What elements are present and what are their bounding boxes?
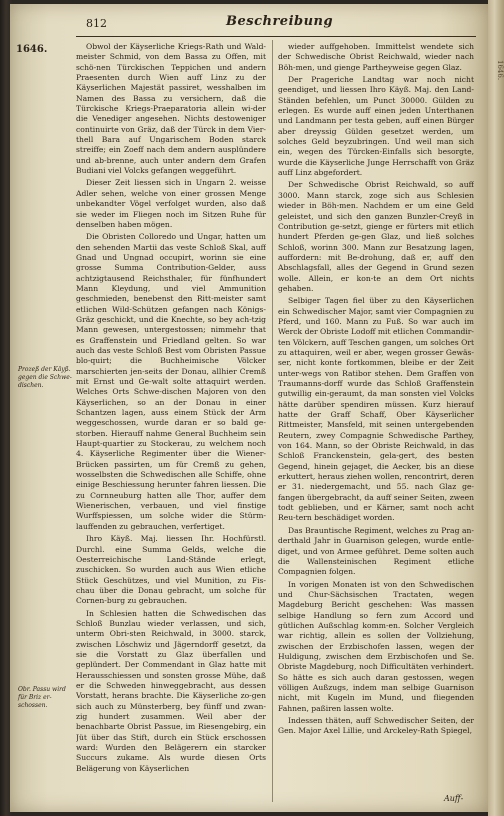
page-header bbox=[76, 14, 476, 37]
page-number: 812 bbox=[86, 17, 107, 30]
paragraph: Selbiger Tagen fiel über zu den Käyserlichen ein Schwedischer Major, samt vier Compagnien zu Pferd, und 160. Mann zu Fuß. So war auch im Werck der Obriste Lodoff mit etlichen Commandir-ten Völckern, auff Teschen gangen, um solches Ort zu attaquiren, weil er aber, wegen grosser Gewäs-ser, nicht konte fortkommen, bleibe er der Zeit unter-wegs von Ratibor stehen. Dem Graffen von Traumanns-dorff wurde das Schloß Graffenstein gutwillig ein-geraumt, da man sonsten viel Volcks hätte darüber spendiren müssen. Kurz hierauf hatte der Graff Schaff, Ober Käyserlicher Rittmeister, Mansfeld, mit seinen untergebenden Reutern, zwey Compagnie Schwedische Parthey, von 164. Mann, so der Obriste Reichwald, in das Schloß Franckenstein, gela-gert, des besten Gegend, hinein gejaget, die Aecker, bis an diese erkuttert, heraus ziehen wollen, rencontrirt, deren er 31. niedergemacht, und 55. nach Glaz ge-fangen übergebracht, da auff seiner Seiten, zween todt geblieben, und er Kärner, samt noch acht Reu-tern beschädiget worden. bbox=[278, 296, 474, 523]
paragraph: wieder auffgehoben. Immittelst wendete sich der Schwedische Obrist Reichwald, wieder nach Böh-men, und gienge Partheyweise gegen Glaz. bbox=[278, 42, 474, 72]
paragraph: Indessen thäten, auff Schwedischer Seiten, der Gen. Major Axel Lillie, und Arckeley-Rath Spiegel, bbox=[278, 716, 474, 736]
paragraph: Der Prageriche Landtag war noch nicht geendiget, und liessen Ihro Käyß. Maj. den Land-Ständen befehlen, um Punct 30000. Gülden zu erlegen. Es wurde auff einen jeden Unterthanen und Landmann per testa geben, auff einen Bürger aber dreyssig Gülden gesetzet werden, um solches Geld beyzubringen. Und weil man sich ein, wegen des Türcken-Einfalls sich besorgte, wurde die Käyserliche Junge Herrschafft von Gräz auff Linz abgefordert. bbox=[278, 75, 474, 178]
paragraph: In Schlesien hatten die Schwedischen das Schloß Bunzlau wieder verlassen, und sich, unterm Obri-sten Reichwald, in 3000. starck, zwischen Löschwiz und Jägerndorff gesetzt, da sie die Vorstatt zu Glaz überfallen und geplündert. Der Commendant in Glaz hatte mit Herausschiessen und sonsten grosse Mühe, daß er die Schweden hinweggebracht, aus dessen Vorstatt, herans brachte. Die Käyserliche zo-gen sich auch zu Münsterberg, bey fünff und zwan-zig hundert zusammen. Weil aber der benachbarte Obrist Passue, im Riesengebirg, ein Jüt über das Stift, durch ein Stück erschossen ward: Wurden den Belägerern ein starcker Succurs zukame. Als wurde diesen Orts Belägerung von Käyserlichen bbox=[76, 608, 266, 773]
paragraph: Dieser Zeit liessen sich in Ungarn 2. weisse Adler sehen, welche von einer grossen Menge unbekandter Vögel verfolget wurden, also daß sie weder im Fliegen noch im Sitzen Ruhe für denselben haben mögen. bbox=[76, 178, 266, 229]
catchword: Auff- bbox=[444, 794, 464, 803]
next-page-edge bbox=[488, 0, 504, 816]
margin-note: Prozeß der Käyß. gegen die Schwe-dischen. bbox=[18, 366, 72, 389]
left-text-column bbox=[76, 42, 266, 804]
column-divider bbox=[272, 40, 273, 802]
paragraph: Das Brauntische Regiment, welches zu Prag an-derthald Jahr in Guarnison gelegen, wurde entle-diget, und von Armee geführet. Deme solten auch die Wallensteinischen Regiment etliche Compagnien folgen. bbox=[278, 525, 474, 577]
next-page-year: 1646. bbox=[496, 60, 504, 81]
right-text-column bbox=[278, 42, 474, 804]
paragraph: Obwol der Käyserliche Kriegs-Rath und Wald-meister Schmid, von dem Bassa zu Offen, mit schö-nen Türckischen Teppichen und andern Praesenten durch Wien auff Linz zu der Käyserlichen Majestät passiret, wesshalben im Namen des Bassa zu versichern, daß die Türckische Kriegs-Praeparatoria allein wi-der die Venediger angesehen. Nichts destoweniger continuirte von Gräz, daß der Türck in dem Vier-thell Bara auf Ungarischem Boden starck streiffe; ein Zoeff nach dem andern ausplündere und ab-brenne, auch unter andern dem Grafen Budiani viel Volcks gefangen weggeführt. bbox=[76, 42, 266, 176]
running-title: Beschreibung bbox=[226, 14, 334, 29]
paragraph: In vorigen Monaten ist von den Schwedischen und Chur-Sächsischen Tractaten, wegen Magdeburg Bericht geschehen: Was massen selbige Handlung so fern zum Accord und gütlichen Außschlag komm-en. Solcher Vergleich war richtig, allein es sollen der Vollziehung, zwischen der Erzbischofen lassen, wegen der Huldigung, zwischen dem Erzbischofen und Se. Obriste Magdeburg, noch Difficultäten verhindert. So hätte es sich auch daran gestossen, wegen völligen Außzugs, indem man selbige Guarnison nicht, mit Kugeln im Mund, und fliegenden Fahnen, paßiren lassen wolte. bbox=[278, 579, 474, 713]
paragraph: Der Schwedische Obrist Reichwald, so auff 3000. Mann starck, zoge sich aus Schlesien wieder in Böh-men. Nachdem er um eine Geld geleistet, und sich den ganzen Bunzler-Creyß in Contribution ge-setzt, gienge er fürters mit etlich hundert Pferden ge-gen Glaz, und ließ solches Schloß, worinn 300. Mann zur Besatzung lagen, auffordern: mit Be-drohung, daß er, auff den Abschlagsfall, alles der Gegend in Grund sezen wolle. Allein, er kon-te an dem Ort nichts gehaben. bbox=[278, 180, 474, 293]
paragraph: Ihro Käyß. Maj. liessen Ihr. Hochfürstl. Durchl. eine Summa Gelds, welche die Oesterreichische Land-Stände erlegt, zuschicken. So wurden auch aus Wien etliche Stück Geschützes, und viel Munition, zu Fis-chau über die Donau gebracht, um solche für Cornen-burg zu gebrauchen. bbox=[76, 534, 266, 606]
paragraph: Die Obristen Colloredo und Ungar, hatten um den sehenden Martii das veste Schloß Skal, auff Gnad und Ungnad occupirt, worinn sie eine grosse Summa Contribution-Gelder, auss achtzigtausend Reichsthaler, für fünfhundert Mann Kleydung, und viel Ammunition geschmieden, benebenst den Ritt-meister samt etlichen Wild-Schützen gefangen nach Königs-Gräz geschickt, und die Knechte, so bey ach-tzig Mann gewesen, untergestossen; nimmehr that es Graffenstein und Friedland gelten. So war auch das veste Schloß Best vom Obristen Passue blo-quirt; die Buchheimische Völcker marschierten jen-seits der Donau, allhier Cremß mit Ernst und Ge-walt solte attaquirt werden. Welches Orts Schwe-dischen Majoren von den Käyserlichen, so an der Donau in einer Schantzen lagen, auss einem Stück der Arm weggeschossen, wurde daran er so bald ge-storben. Hierauff nahme General Buchheim sein Haupt-quartier zu Stockerau, zu welchem noch 4. Käyserliche Regimenter über die Wiener-Brücken passirten, um für Cremß zu gehen, wosselbsten die Schwedischen alle Schiffe, ohne einige Beschiessung herunter fahren liessen. Die zu Cornneuburg hatten alle Thor, auffer dem Wienerischen, verbauen, und viel finstige Wurffspiessen, um solche wider die Stürm-lauffenden zu gebrauchen, verfertiget. bbox=[76, 232, 266, 531]
margin-note: Obr. Passu wird für Briz er-schossen. bbox=[18, 686, 66, 709]
margin-year: 1646. bbox=[16, 44, 48, 55]
